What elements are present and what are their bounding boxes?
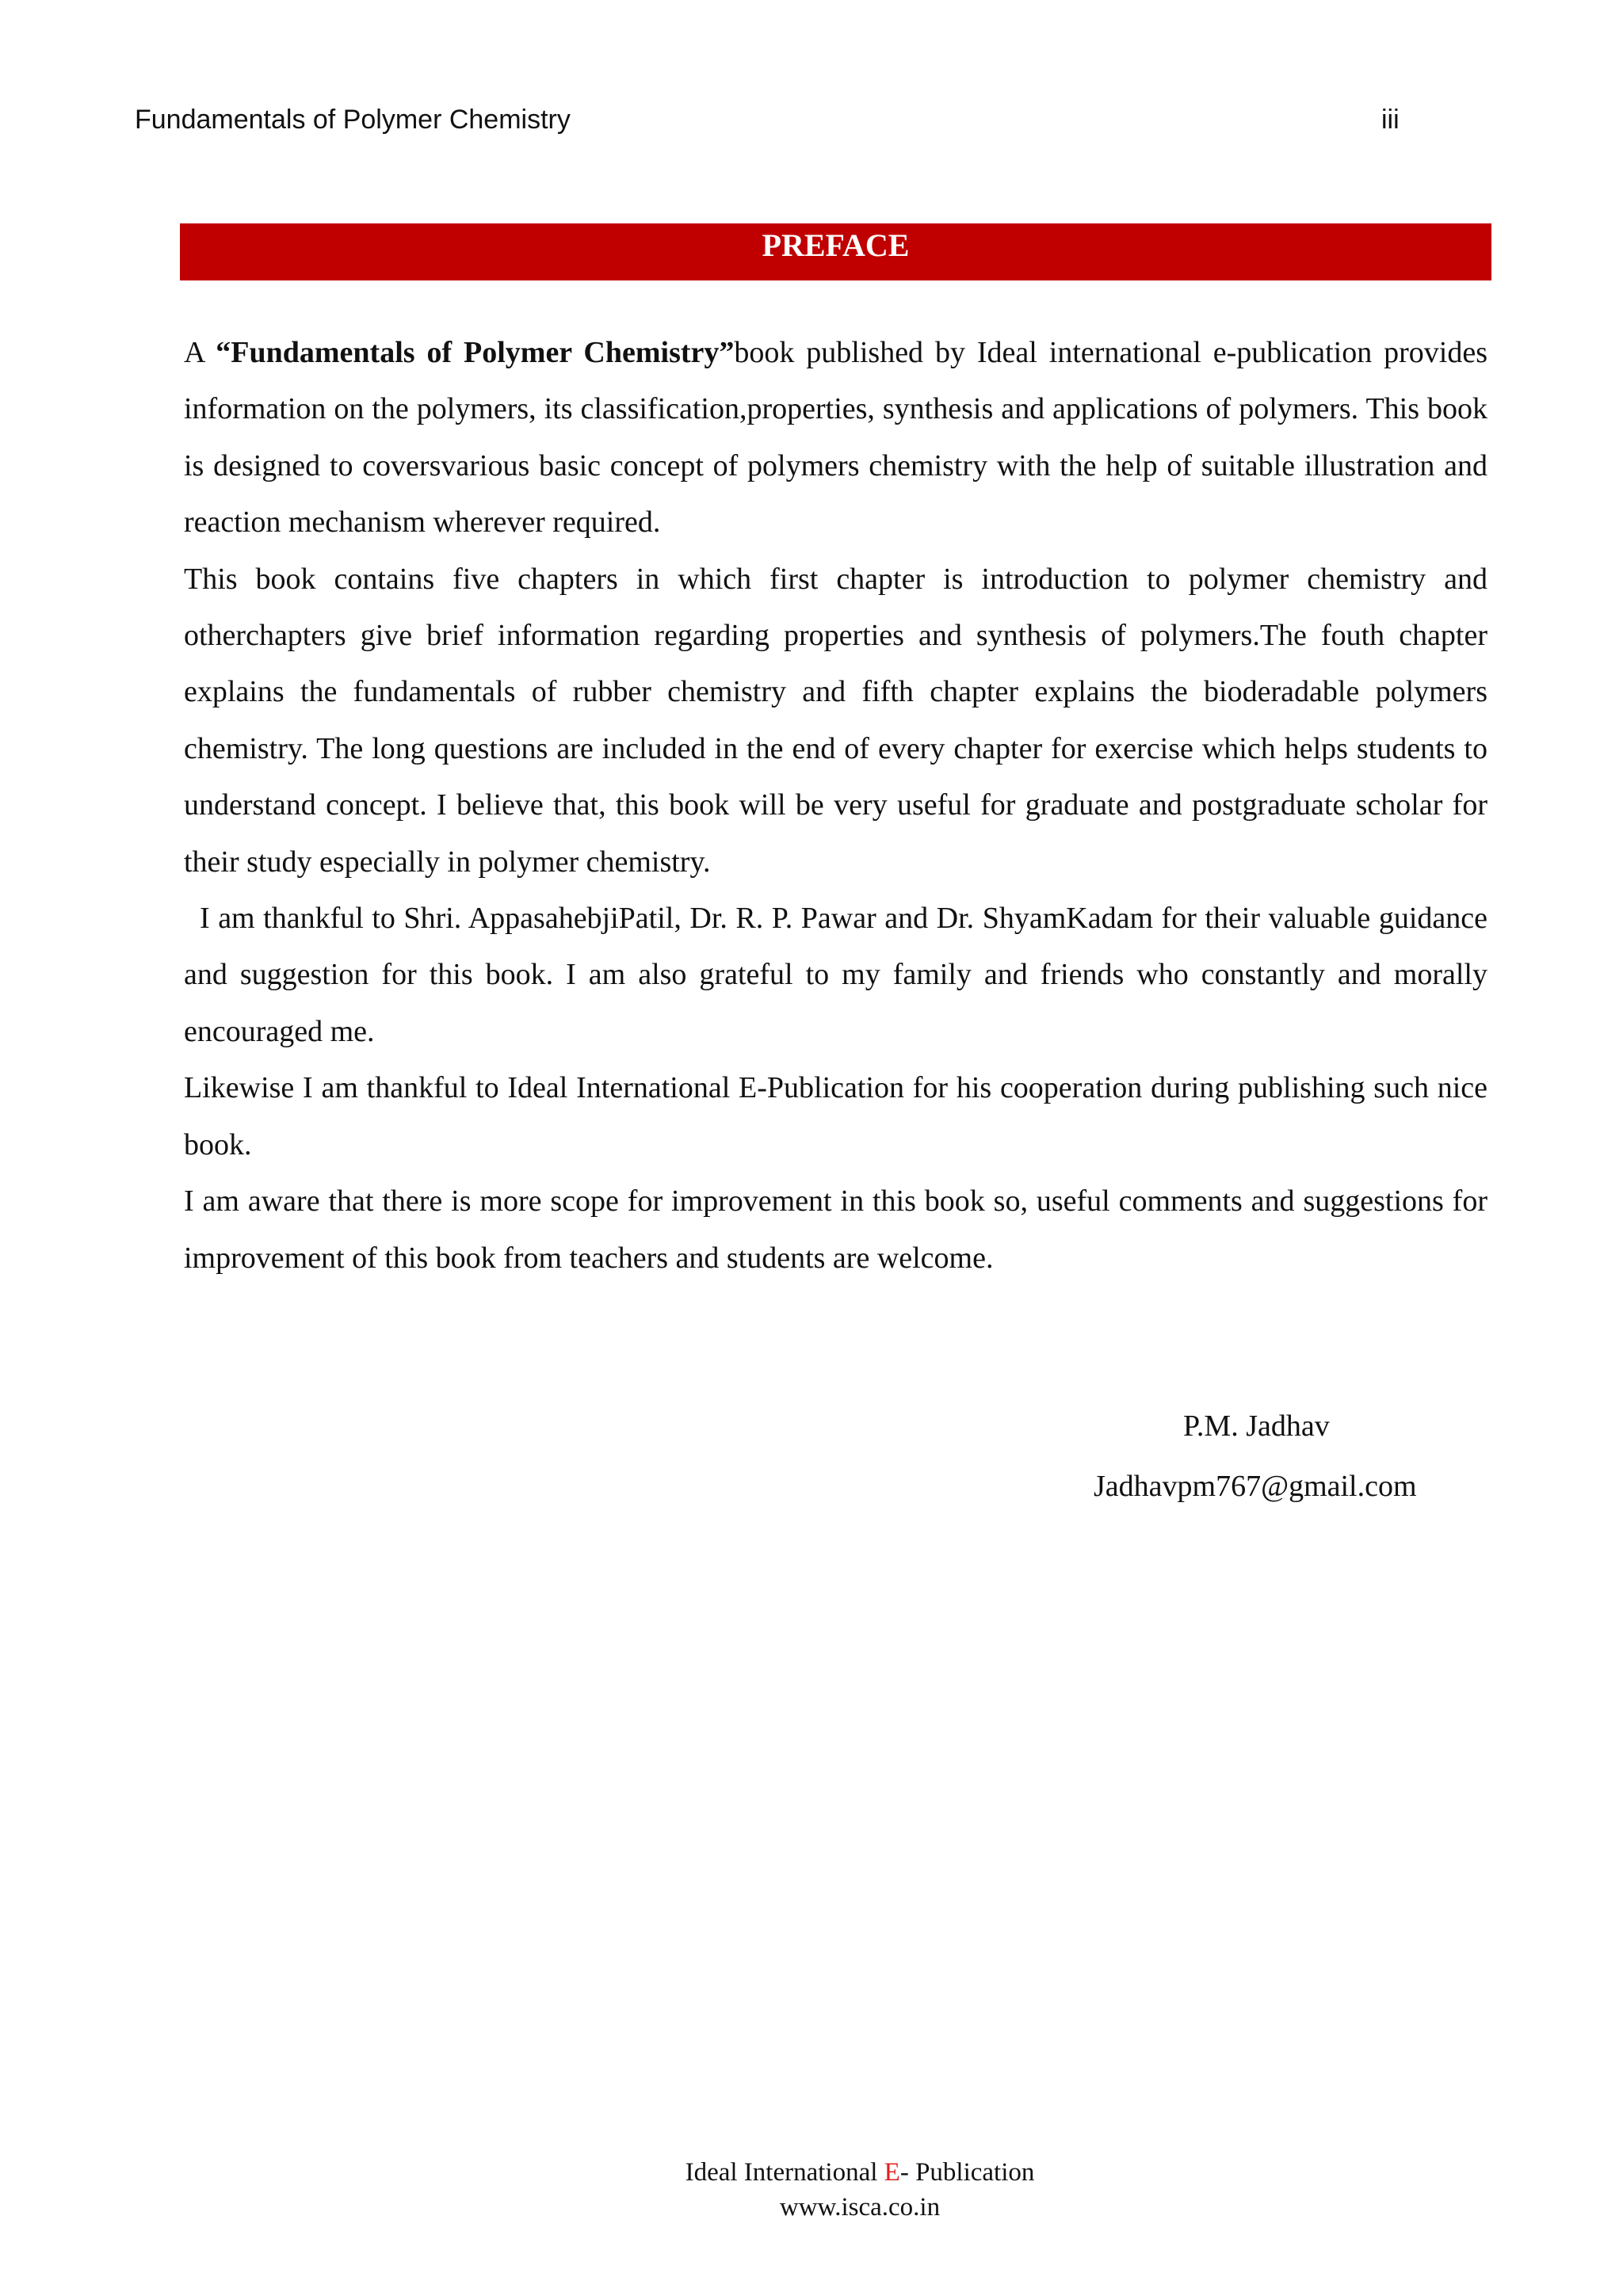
- paragraph-intro-text: book published by Ideal international e-publication provides information on the polymers, its classification,properties, synthesis and applications of polymers. This book is designed to coversvarious basic concept of polymers chemistry with the help of suitable illustration and reaction mechanism wherever required.: [184, 336, 1487, 540]
- paragraph-improvement: I am aware that there is more scope for improvement in this book so, useful comments and suggestions for improvement of this book from teachers and students are welcome.: [184, 1184, 1487, 1275]
- preface-heading: PREFACE: [180, 223, 1491, 280]
- publisher-accent-letter: E: [884, 2158, 900, 2187]
- preface-body: [184, 325, 1487, 1287]
- paragraph-chapters: This book contains five chapters in which first chapter is introduction to polymer chemistry and otherchapters give brief information regarding properties and synthesis of polymers.The fouth chapter explains the fundamentals of rubber chemistry and fifth chapter explains the bioderadable polymers chemistry. The long questions are included in the end of every chapter for exercise which helps students to understand concept. I believe that, this book will be very useful for graduate and postgraduate scholar for their study especially in polymer chemistry.: [184, 562, 1487, 879]
- author-name: P.M. Jadhav: [1183, 1409, 1330, 1443]
- running-header: [135, 100, 1403, 139]
- publisher-name-start: Ideal International: [685, 2158, 884, 2187]
- paragraph-publisher-thanks: Likewise I am thankful to Ideal International E-Publication for his cooperation during publishing such nice book.: [184, 1071, 1487, 1161]
- author-email: Jadhavpm767@gmail.com: [1094, 1470, 1417, 1503]
- page-footer: [0, 2155, 1623, 2225]
- paragraph-intro: [184, 325, 1487, 551]
- publisher-name: [0, 2155, 1623, 2190]
- book-title-inline: “Fundamentals of Polymer Chemistry”: [216, 336, 735, 369]
- paragraph-intro-prefix: A: [184, 336, 216, 369]
- publisher-website: www.isca.co.in: [779, 2193, 941, 2222]
- paragraph-thanks: I am thankful to Shri. AppasahebjiPatil, Dr. R. P. Pawar and Dr. ShyamKadam for their valuable guidance and suggestion for this book. I am also grateful to my family and friends who constantly and morally encouraged me.: [184, 902, 1487, 1048]
- page-number: iii: [1381, 105, 1400, 135]
- publisher-name-end: - Publication: [899, 2158, 1035, 2187]
- book-title-header: Fundamentals of Polymer Chemistry: [135, 105, 571, 135]
